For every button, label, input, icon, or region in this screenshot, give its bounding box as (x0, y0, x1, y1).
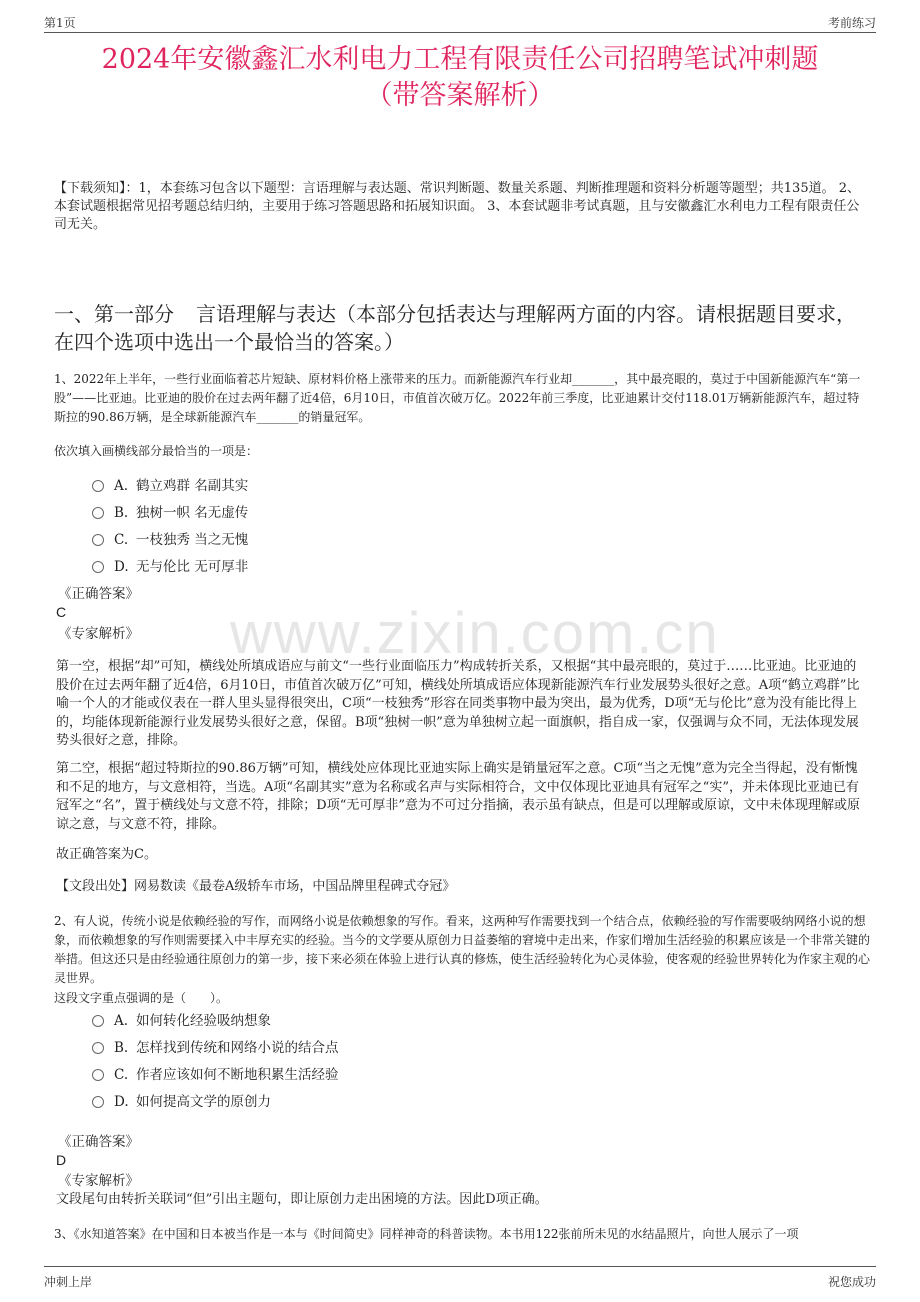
title-line-2: （带答案解析） (365, 80, 555, 111)
radio-icon[interactable] (92, 1096, 104, 1108)
q2-option-d[interactable]: D. 如何提高文学的原创力 (92, 1092, 271, 1112)
q1-answer-label: 《正确答案》 (58, 586, 139, 602)
q2-answer-label: 《正确答案》 (58, 1134, 139, 1150)
q1-conclusion: 故正确答案为C。 (56, 847, 157, 862)
q1-source: 【文段出处】网易数读《最卷A级轿车市场，中国品牌里程碑式夺冠》 (56, 879, 456, 894)
q1-option-a[interactable]: A. 鹤立鸡群 名副其实 (92, 476, 248, 496)
radio-icon[interactable] (92, 561, 104, 573)
section-heading (54, 300, 870, 356)
footer-right: 祝您成功 (827, 1275, 876, 1289)
radio-icon[interactable] (92, 507, 104, 519)
document-title (60, 42, 860, 114)
radio-icon[interactable] (92, 534, 104, 546)
page-header (44, 12, 876, 33)
radio-icon[interactable] (92, 1042, 104, 1054)
radio-icon[interactable] (92, 1069, 104, 1081)
radio-icon[interactable] (92, 480, 104, 492)
q2-answer: D (56, 1152, 67, 1168)
download-notice: 【下载须知】：1，本套练习包含以下题型：言语理解与表达题、常识判断题、数量关系题、判断推理题和资料分析题等题型；共135道。 2、本套试题根据常见招考题总结归纳，主要用于练习答题思路和拓展知识面。 3、本套试题非考试真题，且与安徽鑫汇水利电力工程有限责任公司无关。 (54, 181, 860, 232)
page-number: 第1页 (44, 16, 76, 30)
watermark: www.zixin.com.cn (230, 601, 720, 666)
question-1-stem: 1、2022年上半年，一些行业面临着芯片短缺、原材料价格上涨带来的压力。而新能源汽车行业却_______，其中最亮眼的，莫过于中国新能源汽车“第一股”——比亚迪。比亚迪的股价在过去两年翻了近4倍，6月10日，市值首次破万亿。2022年前三季度，比亚迪累计交付118.01万辆新能源汽车，超过特斯拉的90.86万辆，是全球新能源汽车_______的销量冠军。 (54, 372, 861, 424)
footer-left: 冲刺上岸 (44, 1275, 93, 1289)
page-footer (44, 1266, 876, 1287)
question-1-prompt: 依次填入画横线部分最恰当的一项是： (54, 444, 259, 458)
header-tag: 考前练习 (827, 16, 876, 30)
radio-icon[interactable] (92, 1015, 104, 1027)
q1-option-c[interactable]: C. 一枝独秀 当之无愧 (92, 530, 248, 550)
title-line-1: 2024年安徽鑫汇水利电力工程有限责任公司招聘笔试冲刺题 (101, 44, 819, 75)
q2-analysis: 文段尾句由转折关联词“但”引出主题句，即让原创力走出困境的方法。因此D项正确。 (56, 1192, 548, 1207)
q1-analysis-paragraph-2: 第二空，根据“超过特斯拉的90.86万辆”可知，横线处应体现比亚迪实际上确实是销量冠军之意。C项“当之无愧”意为完全当得起，没有惭愧和不足的地方，与文意相符，当选。A项“名副其实”意为名称或名声与实际相符合，文中仅体现比亚迪具有冠军之“实”，并未体现比亚迪已有冠军之“名”，置于横线处与文意不符，排除；D项“无可厚非”意为不可过分指摘，表示虽有缺点，但是可以理解或原谅，文中未体现理解或原谅之意，与文意不符，排除。 (56, 761, 861, 832)
question-2-prompt: 这段文字重点强调的是（ ）。 (54, 991, 229, 1005)
q1-option-d[interactable]: D. 无与伦比 无可厚非 (92, 557, 248, 577)
q1-answer: C (56, 604, 67, 620)
q1-analysis-label: 《专家解析》 (58, 626, 139, 642)
q2-option-a[interactable]: A. 如何转化经验吸纳想象 (92, 1011, 271, 1031)
q1-option-b[interactable]: B. 独树一帜 名无虚传 (92, 503, 248, 523)
q2-option-c[interactable]: C. 作者应该如何不断地积累生活经验 (92, 1065, 339, 1085)
q2-option-b[interactable]: B. 怎样找到传统和网络小说的结合点 (92, 1038, 339, 1058)
q1-analysis-paragraph-1: 第一空，根据“却”可知，横线处所填成语应与前文“一些行业面临压力”构成转折关系，又根据“其中最亮眼的，莫过于……比亚迪。比亚迪的股价在过去两年翻了近4倍，6月10日，市值首次破万亿”可知，横线处所填成语应体现新能源汽车行业发展势头很好之意。A项“鹤立鸡群”比喻一个人的才能或仪表在一群人里头显得很突出，C项“一枝独秀”形容在同类事物中最为突出，最为优秀，D项“无与伦比”意为没有能比得上的，均能体现新能源行业发展势头很好之意，保留。B项“独树一帜”意为单独树立起一面旗帜，指自成一家，仅强调与众不同，无法体现发展势头很好之意，排除。 (56, 659, 860, 748)
question-3-stem: 3、《水知道答案》在中国和日本被当作是一本与《时间简史》同样神奇的科普读物。本书用122张前所未见的水结晶照片，向世人展示了一项 (54, 1227, 799, 1241)
section-number: 一、第一部分 (54, 302, 174, 326)
question-2-stem: 2、有人说，传统小说是依赖经验的写作，而网络小说是依赖想象的写作。看来，这两种写作需要找到一个结合点，依赖经验的写作需要吸纳网络小说的想象，而依赖想象的写作则需要揉入中丰厚充实的经验。当今的文学要从原创力日益萎缩的窘境中走出来，作家们增加生活经验的积累应该是一个非常关键的举措。但这还只是由经验通往原创力的第一步，接下来必须在体验上进行认真的修炼，使生活经验转化为心灵体验，使客观的经验世界转化为作家主观的心灵世界。 (54, 914, 871, 985)
q2-analysis-label: 《专家解析》 (58, 1173, 139, 1189)
section-text: 言语理解与表达（本部分包括表达与理解两方面的内容。请根据题目要求，在四个选项中选出一个最恰当的答案。） (54, 302, 856, 354)
